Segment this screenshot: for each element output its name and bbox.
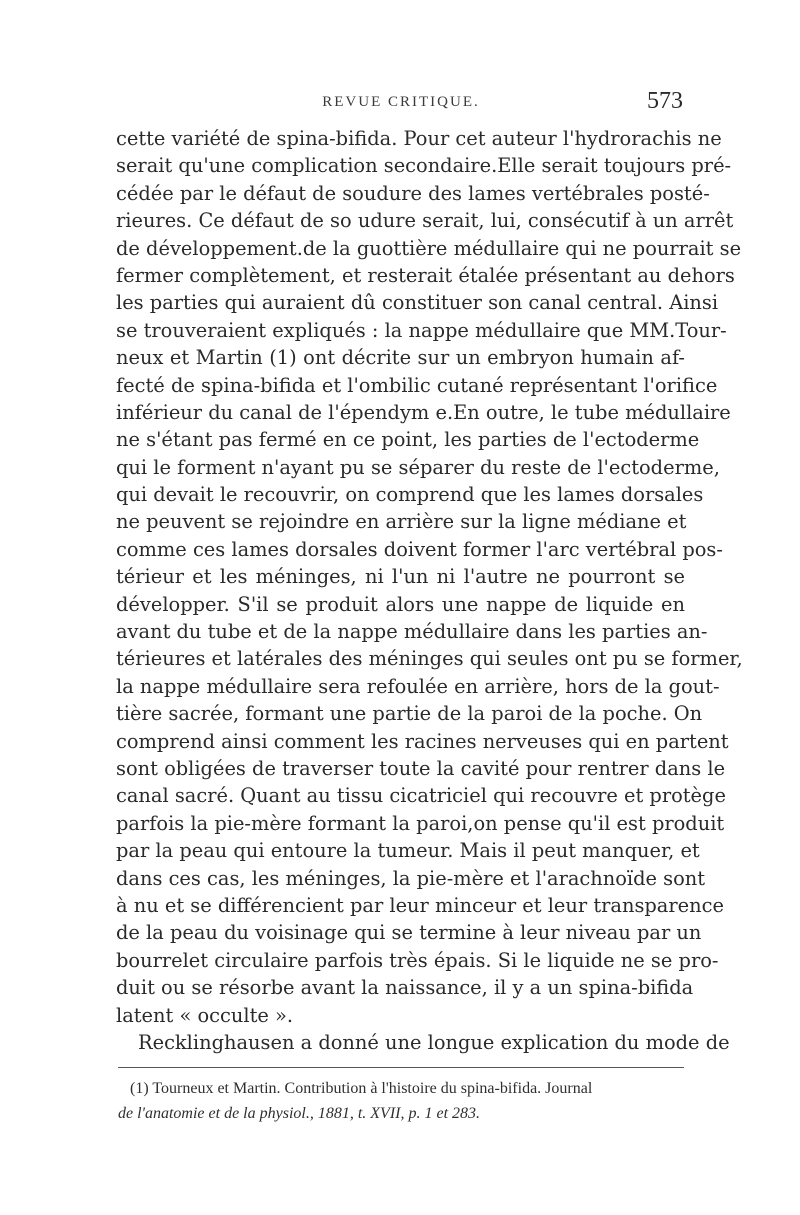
text-line: comme ces lames dorsales doivent former l'arc vertébral pos- <box>116 537 723 561</box>
text-line: tière sacrée, formant une partie de la paroi de la poche. On <box>116 702 703 726</box>
text-line: térieur et les méninges, ni l'un ni l'autre ne pourront se <box>116 565 685 589</box>
text-line: inférieur du canal de l'épendym e.En outre, le tube médullaire <box>116 400 731 424</box>
footnote-rule <box>118 1067 684 1068</box>
text-line: dans ces cas, les méninges, la pie-mère et l'arachnoïde sont <box>116 866 706 890</box>
page-header <box>115 88 687 128</box>
text-line: sont obligées de traverser toute la cavité pour rentrer dans le <box>116 756 726 780</box>
text-line-paragraph-end: latent « occulte ». <box>116 1003 294 1027</box>
text-line-paragraph-start: Recklinghausen a donné une longue explication du mode de <box>138 1030 730 1054</box>
text-line: canal sacré. Quant au tissu cicatriciel qui recouvre et protège <box>116 784 726 808</box>
text-line: développer. S'il se produit alors une nappe de liquide en <box>116 592 685 616</box>
text-line: à nu et se différencient par leur minceur et leur transparence <box>116 893 724 917</box>
footnotes <box>118 1076 686 1126</box>
running-head: REVUE CRITIQUE. <box>322 94 480 110</box>
text-line: rieures. Ce défaut de so udure serait, lui, consécutif à un arrêt <box>116 209 734 233</box>
footnote-line: (1) Tourneux et Martin. Contribution à l'histoire du spina-bifida. Journal <box>130 1080 593 1097</box>
text-line: de développement.de la guottière médullaire qui ne pourrait se <box>116 236 742 260</box>
page-number: 573 <box>647 88 683 114</box>
text-line: les parties qui auraient dû constituer son canal central. Ainsi <box>116 291 719 315</box>
text-line: avant du tube et de la nappe médullaire dans les parties an- <box>116 620 708 644</box>
text-line: la nappe médullaire sera refoulée en arrière, hors de la gout- <box>116 674 720 698</box>
text-line: ne peuvent se rejoindre en arrière sur la ligne médiane et <box>116 510 687 534</box>
text-line: parfois la pie-mère formant la paroi,on pense qu'il est produit <box>116 811 725 835</box>
text-line: ne s'étant pas fermé en ce point, les parties de l'ectoderme <box>116 428 700 452</box>
text-line: par la peau qui entoure la tumeur. Mais il peut manquer, et <box>116 839 700 863</box>
footnote-line: de l'anatomie et de la physiol., 1881, t. XVII, p. 1 et 283. <box>118 1105 481 1122</box>
text-line: qui le forment n'ayant pu se séparer du reste de l'ectoderme, <box>116 455 720 479</box>
text-line: térieures et latérales des méninges qui seules ont pu se former, <box>116 647 743 671</box>
text-line: bourrelet circulaire parfois très épais. Si le liquide ne se pro- <box>116 948 719 972</box>
text-line: de la peau du voisinage qui se termine à leur niveau par un <box>116 921 702 945</box>
text-line: se trouveraient expliqués : la nappe médullaire que MM.Tour- <box>116 318 727 342</box>
text-line: serait qu'une complication secondaire.Elle serait toujours pré- <box>116 154 732 178</box>
text-line: duit ou se résorbe avant la naissance, il y a un spina-bifida <box>116 976 694 1000</box>
text-line: cette variété de spina-bifida. Pour cet auteur l'hydrorachis ne <box>116 127 722 150</box>
text-line: neux et Martin (1) ont décrite sur un embryon humain af- <box>116 346 685 370</box>
text-line: fermer complètement, et resterait étalée présentant au dehors <box>116 263 735 287</box>
text-line: qui devait le recouvrir, on comprend que les lames dorsales <box>116 483 704 507</box>
body-text <box>116 125 743 1056</box>
text-line: fecté de spina-bifida et l'ombilic cutané représentant l'orifice <box>116 373 718 397</box>
text-line: cédée par le défaut de soudure des lames vertébrales posté- <box>116 181 710 205</box>
text-line: comprend ainsi comment les racines nerveuses qui en partent <box>116 729 729 753</box>
